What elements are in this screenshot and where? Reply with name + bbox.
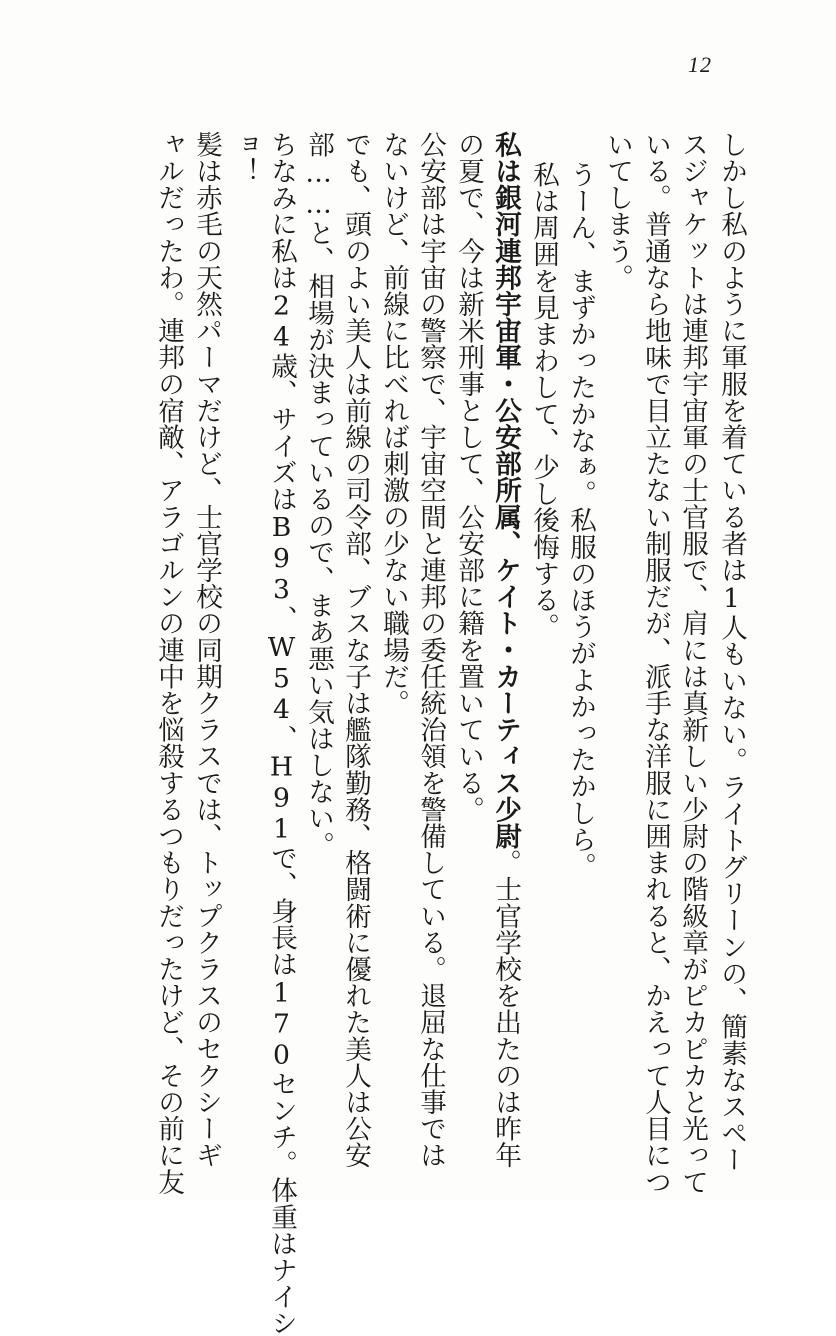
text-line: 髪は赤毛の天然パーマだけど、士官学校の同期クラスでは、トップクラスのセクシーギ	[191, 131, 222, 1169]
text-line-rest: 。士官学校を出たのは昨年	[490, 849, 521, 1169]
text-line: 部……と、相場が決まっているので、まあ悪い気はしない。	[303, 131, 334, 858]
text-line: いてしまう。	[602, 131, 633, 291]
text-line: の夏で、今は新米刑事として、公安部に籍を置いている。	[453, 131, 484, 823]
text-line: しかし私のように軍服を着ている者は1人もいない。ライトグリーンの、簡素なスペー	[716, 131, 747, 1173]
text-line: 公安部は宇宙の警察で、宇宙空間と連邦の委任統治領を警備している。退屈な仕事では	[415, 131, 446, 1169]
text-line: ャルだったわ。連邦の宿敵、アラゴルンの連中を悩殺するつもりだったけど、その前に友	[153, 131, 184, 1195]
text-line: でも、頭のよい美人は前線の司令部、ブスな子は艦隊勤務、格闘術に優れた美人は公安	[340, 131, 371, 1169]
page-number: 12	[688, 52, 712, 77]
text-line: 私は周囲を見まわして、少し後悔する。	[528, 161, 559, 640]
text-line: ちなみに私は24歳、サイズはB93、W54、H91で、身長は170センチ。体重はナイシ	[266, 131, 297, 1336]
text-line: ョ！	[228, 131, 259, 185]
text-line: いる。普通なら地味で目立たない制服だが、派手な洋服に囲まれると、かえって人目につ	[640, 131, 671, 1195]
emphasized-name: 私は銀河連邦宇宙軍・公安部所属、ケイト・カーティス少尉	[490, 131, 521, 850]
text-line: スジャケットは連邦宇宙軍の士官服で、肩には真新しい少尉の階級章がピカピカと光って	[677, 131, 708, 1195]
text-line-emphasis	[490, 131, 520, 1168]
text-line: うーん、まずかったかなぁ。私服のほうがよかったかしら。	[565, 161, 596, 880]
text-line: ないけど、前線に比べれば刺激の少ない職場だ。	[378, 131, 409, 717]
